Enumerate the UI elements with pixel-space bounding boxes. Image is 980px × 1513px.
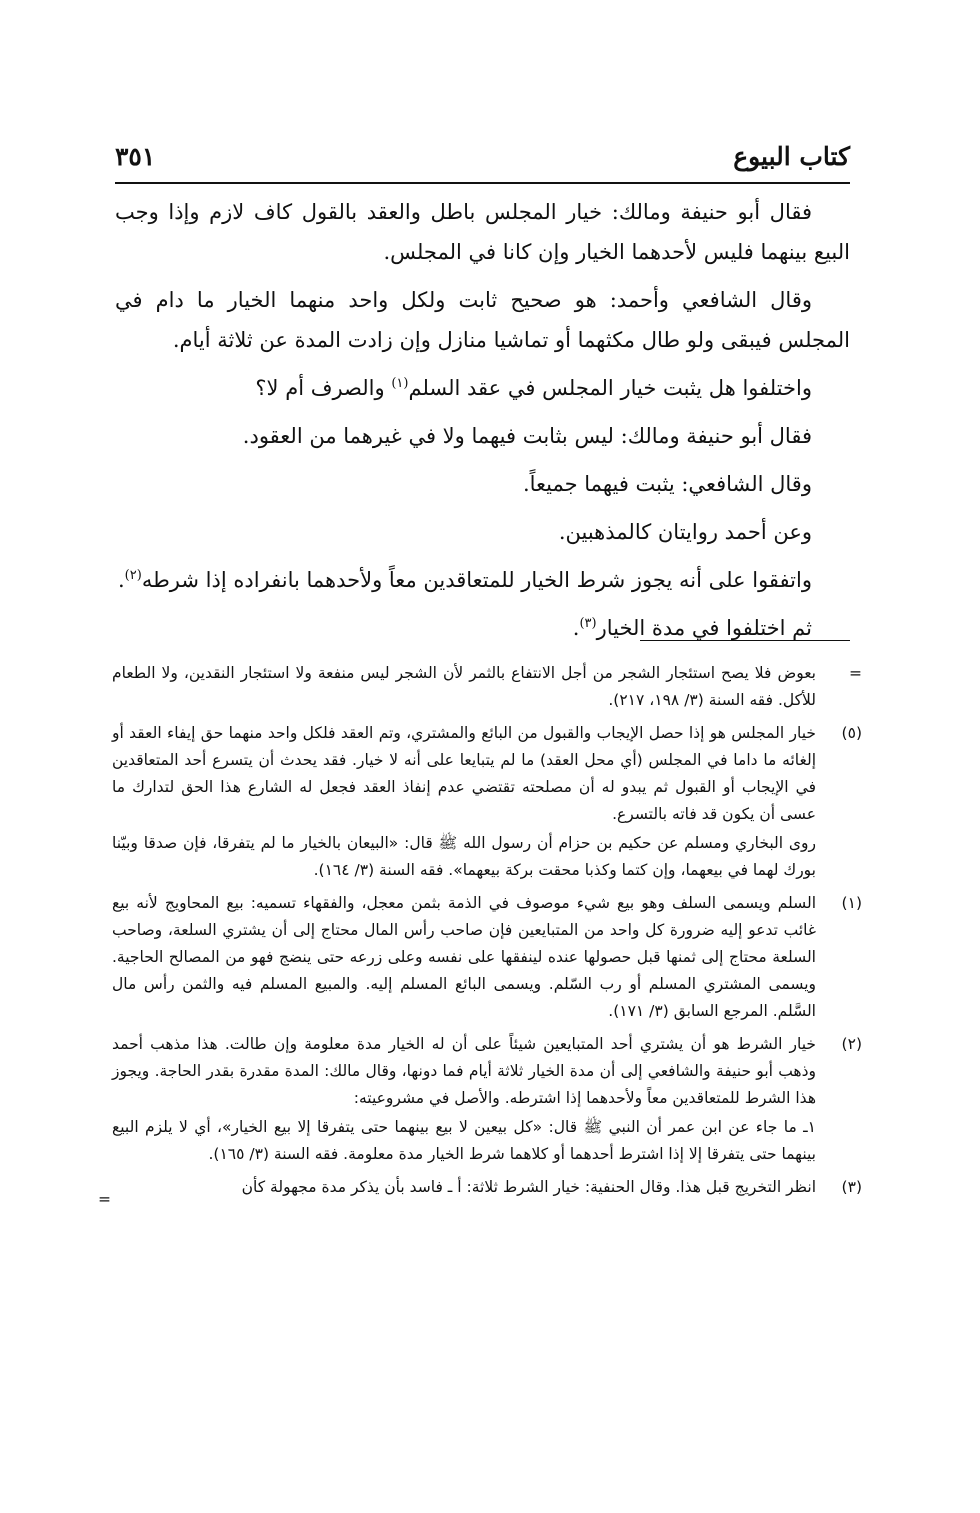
paragraph-text: والصرف أم لا؟: [255, 376, 392, 400]
paragraph: وقال الشافعي وأحمد: هو صحيح ثابت ولكل واحد منهما الخيار ما دام في المجلس فيبقى ولو طال مكثهما أو تماشيا منازل وإن زادت المدة عن ثلاثة أيام.: [115, 288, 850, 352]
footnote-text: روى البخاري ومسلم عن حكيم بن حزام أن رسول الله ﷺ قال: «البيعان بالخيار ما لم يتفرقا، فإن صدقا وبيّنا بورك لهما في بيعهما، وإن كتما وكذبا محقت بركة بيعهما». فقه السنة (٣/ ١٦٤).: [112, 834, 816, 879]
paragraph-text: .: [572, 616, 580, 640]
running-header: [115, 140, 850, 184]
paragraph: فقال أبو حنيفة ومالك: ليس بثابت فيهما ولا في غيرهما من العقود.: [242, 424, 812, 448]
paragraph-text: .: [117, 568, 125, 592]
footnote-number: (٣): [841, 1178, 862, 1196]
footnote-text: خيار الشرط هو أن يشتري أحد المتبايعين شيئاً على أن له الخيار مدة معلومة وإن طالت. هذا مذهب أحمد وذهب أبو حنيفة والشافعي إلى أن مدة الخيار ثلاثة أيام فما دونها، وقال مالك: المدة مقدرة بقدر الحاجة. ويجوز هذا الشرط للمتعاقدين معاً ولأحدهما إذا اشترطه. والأصل في مشروعيته:: [112, 1035, 816, 1107]
paragraph: [115, 560, 850, 600]
footnote-separator: [640, 640, 850, 641]
footnote-continuation: [112, 660, 862, 714]
paragraph-text: واتفقوا على أنه يجوز شرط الخيار للمتعاقدين معاً ولأحدهما بانفراده إذا شرطه: [141, 568, 812, 592]
paragraph: وعن أحمد روايتان كالمذهبين.: [558, 520, 812, 544]
paragraph: [115, 608, 812, 648]
footnote-ref[interactable]: (٣): [579, 616, 597, 631]
footnote-5: [112, 720, 862, 884]
footnote-ref[interactable]: (١): [391, 376, 409, 391]
footnote-2: [112, 1031, 862, 1168]
main-text: [115, 192, 850, 656]
footnote-number: (٥): [841, 724, 862, 742]
footnote-3: [98, 1174, 862, 1208]
paragraph: [115, 368, 812, 408]
paragraph-text: ثم اختلفوا في مدة الخيار: [596, 616, 812, 640]
paragraph: فقال أبو حنيفة ومالك: خيار المجلس باطل والعقد بالقول كاف لازم وإذا وجب البيع بينهما فليس لأحدهما الخيار وإن كانا في المجلس.: [115, 200, 850, 264]
page-number: ٣٥١: [115, 142, 156, 171]
footnotes: [98, 660, 862, 1208]
paragraph-text: واختلفوا هل يثبت خيار المجلس في عقد السلم: [408, 376, 812, 400]
footnote-text: خيار المجلس هو إذا حصل الإيجاب والقبول من البائع والمشتري، وتم العقد فلكل واحد منهما حق إيفاء العقد أو إلغائه ما داما في المجلس (أي محل العقد) ما لم يتبايعا على أنه لا خيار. فقد يحدث أن يتسرع أحد المتعاقدين في الإيجاب أو القبول ثم يبدو له أن مصلحته تقتضي عدم إنفاذ العقد فجعل له الشارع هذا الحق لتدارك ما عسى أن يكون قد فاته بالتسرع.: [112, 724, 816, 823]
footnote-1: [112, 890, 862, 1025]
footnote-ref[interactable]: (٢): [124, 568, 142, 583]
continuation-mark: =: [849, 664, 862, 682]
footnote-text: انظر التخريج قبل هذا. وقال الحنفية: خيار الشرط ثلاثة: أ ـ فاسد بأن يذكر مدة مجهولة كأن: [241, 1178, 816, 1196]
footnote-text: السلم ويسمى السلف وهو بيع شيء موصوف في الذمة بثمن معجل، والفقهاء تسميه: بيع المحاويج لأنه بيع غائب تدعو إليه ضرورة كل واحد من المتبايعين فإن صاحب رأس المال محتاج إلى أن يشتري السلعة، وصاحب السلعة محتاج إلى ثمنها قبل حصولها عنده لينفقها على نفسه وعلى زرعه حتى ينضج فهو من المصالح الحاجية. ويسمى المشتري المسلم أو رب السّلم. ويسمى البائع المسلم إليه. والمبيع المسلم فيه والثمن رأس مال السَّلم. المرجع السابق (٣/ ١٧١).: [112, 894, 816, 1020]
paragraph: وقال الشافعي: يثبت فيهما جميعاً.: [522, 472, 812, 496]
continuation-mark: =: [98, 1190, 111, 1208]
footnote-number: (١): [841, 894, 862, 912]
footnote-number: (٢): [841, 1035, 862, 1053]
chapter-title: كتاب البيوع: [733, 142, 850, 171]
footnote-text: ١ـ ما جاء عن ابن عمر أن النبي ﷺ قال: «كل بيعين لا بيع بينهما حتى يتفرقا إلا بيع الخيار»، أي لا يلزم البيع بينهما حتى يتفرقا إلا إذا اشترط أحدهما أو كلاهما شرط الخيار مدة معلومة. فقه السنة (٣/ ١٦٥).: [112, 1118, 816, 1163]
footnote-text: بعوض فلا يصح استئجار الشجر من أجل الانتفاع بالثمر لأن الشجر ليس منفعة ولا استئجار النقدين، ولا الطعام للأكل. فقه السنة (٣/ ١٩٨، ٢١٧).: [112, 664, 816, 709]
